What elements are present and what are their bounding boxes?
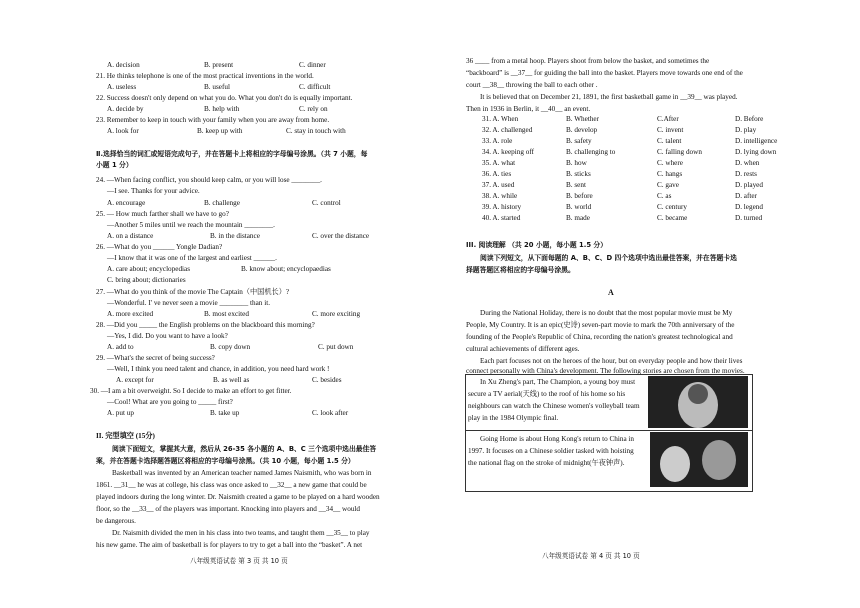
question-line: A. decide by: [107, 105, 144, 113]
cloze-passage-line: Basketball was invented by an American teacher named James Naismith, who was born in: [112, 469, 372, 477]
cloze-option-cell: D. when: [735, 159, 760, 167]
cloze-option-cell: D. play: [735, 126, 757, 134]
q25-option-c: C. over the distance: [312, 232, 370, 240]
cloze-section-title: II. 完型填空 (15分): [96, 432, 155, 440]
champion-photo: [648, 376, 748, 428]
question-line: 23. Remember to keep in touch with your family when you are away from home.: [96, 116, 330, 124]
story-champion-line: neighbours can watch the Chinese women's volleyball team: [468, 402, 640, 410]
story-going-home-line: 1997. It focuses on a Chinese soldier tasked with hoisting: [468, 447, 634, 455]
cloze-instructions-cont: 案，并在答题卡选择题答题区将相应的字母编号涂黑。（共 10 小题，每小题 1.5 分）: [96, 457, 355, 465]
section-ii-title: Ⅱ.选择恰当的词汇或短语完成句子，并在答题卡上将相应的字母编号涂黑。（共 7 小题，每: [96, 150, 368, 158]
q24-option-a: A. encourage: [107, 199, 146, 207]
cloze-option-cell: 37. A. used: [482, 181, 515, 189]
cloze-option-cell: B. world: [566, 203, 592, 211]
q26-option-b: B. know about; encyclopaedias: [241, 265, 331, 273]
question-line: A. decision: [107, 61, 140, 69]
question-line: B. help with: [204, 105, 240, 113]
story-champion-line: play in the 1984 Olympic final.: [468, 414, 559, 422]
cloze-option-cell: B. develop: [566, 126, 598, 134]
right-page: [430, 0, 860, 608]
question-24: 24. —When facing conflict, you should keep calm, or you will lose ________.: [96, 176, 322, 184]
question-line: B. present: [204, 61, 234, 69]
q26-option-a: A. care about; encyclopedias: [107, 265, 191, 273]
q29-option-b: B. as well as: [213, 376, 250, 384]
question-25-reply: —Another 5 miles until we reach the mountain ________.: [107, 221, 275, 229]
question-29: 29. —What's the secret of being success?: [96, 354, 215, 362]
q29-option-c: C. besides: [312, 376, 342, 384]
cloze-option-cell: B. made: [566, 214, 590, 222]
cloze-option-cell: C.After: [657, 115, 679, 123]
story-champion-line: In Xu Zheng's part, The Champion, a young boy must: [480, 378, 636, 386]
cloze-option-cell: 36. A. ties: [482, 170, 512, 178]
question-line: A. look for: [107, 127, 139, 135]
cloze-option-cell: 38. A. while: [482, 192, 518, 200]
cloze-option-cell: 40. A. started: [482, 214, 521, 222]
cloze-option-cell: C. where: [657, 159, 683, 167]
question-line: C. rely on: [299, 105, 328, 113]
q30-option-a: A. put up: [107, 409, 134, 417]
cloze-passage-line: be dangerous.: [96, 517, 136, 525]
section-ii-title-cont: 小题 1 分）: [96, 161, 133, 169]
cloze-option-cell: C. became: [657, 214, 688, 222]
question-28: 28. —Did you _____ the English problems on the blackboard this morning?: [96, 321, 315, 329]
cloze-passage-line: played indoors during the long winter. Dr. Naismith created a game to be played on a hard wooden: [96, 493, 380, 501]
q24-option-b: B. challenge: [204, 199, 240, 207]
cloze-option-cell: 39. A. history: [482, 203, 522, 211]
q27-option-c: C. more exciting: [312, 310, 361, 318]
story-going-home-line: Going Home is about Hong Kong's return to China in: [480, 435, 635, 443]
question-line: 22. Success doesn't only depend on what you do. What you don't do is equally important.: [96, 94, 353, 102]
cloze-option-cell: C. falling down: [657, 148, 702, 156]
cloze-option-cell: B. safety: [566, 137, 592, 145]
passage-line: founding of the People's Republic of China, recording the nation's greatest technological and: [466, 333, 733, 341]
q28-option-a: A. add to: [107, 343, 134, 351]
q27-option-a: A. more excited: [107, 310, 154, 318]
passage-line: People, My Country. It is an epic(史诗) seven-part movie to mark the 70th anniversary of the: [466, 321, 735, 329]
page-footer: 八年级英语试卷 第 4 页 共 10 页: [542, 552, 640, 560]
question-26-reply: —I know that it was one of the largest and earliest ______.: [107, 254, 277, 262]
cloze-option-cell: 33. A. role: [482, 137, 513, 145]
page-footer: 八年级英语试卷 第 3 页 共 10 页: [190, 557, 288, 565]
cloze-passage-line: 36 ____ from a metal hoop. Players shoot from below the basket, and sometimes the: [466, 57, 710, 65]
question-30: 30. —I am a bit overweight. So I decide to make an effort to get fitter.: [90, 387, 292, 395]
cloze-option-cell: D. intelligence: [735, 137, 778, 145]
cloze-option-cell: D. lying down: [735, 148, 777, 156]
q30-option-b: B. take up: [210, 409, 240, 417]
stories-divider: [466, 430, 752, 431]
question-line: A. useless: [107, 83, 137, 91]
cloze-option-cell: B. how: [566, 159, 587, 167]
cloze-option-cell: B. sticks: [566, 170, 591, 178]
cloze-option-cell: D. Before: [735, 115, 764, 123]
story-champion-line: secure a TV aerial(天线) to the roof of his home so his: [468, 390, 626, 398]
reading-instructions-cont: 择题答题区将相应的字母编号涂黑。: [466, 266, 575, 274]
question-27-reply: —Wonderful. I' ve never seen a movie ________ than it.: [107, 299, 270, 307]
reading-section-title: III. 阅读理解 （共 20 小题，每小题 1.5 分）: [466, 241, 608, 249]
q29-option-a: A. except for: [116, 376, 154, 384]
cloze-passage-line: floor, so the __33__ of the players was important. Knocking into players and __34__ would: [96, 505, 361, 513]
cloze-option-cell: D. turned: [735, 214, 763, 222]
question-29-reply: —Well, I think you need talent and chance, in addition, you need hard work !: [107, 365, 330, 373]
cloze-option-cell: D. rests: [735, 170, 757, 178]
question-line: 21. He thinks telephone is one of the most practical inventions in the world.: [96, 72, 314, 80]
cloze-option-cell: C. invent: [657, 126, 684, 134]
question-25: 25. — How much farther shall we have to go?: [96, 210, 229, 218]
question-24-reply: —I see. Thanks for your advice.: [107, 187, 200, 195]
cloze-passage-line: his new game. The aim of basketball is for players to try to get a ball into the “basket”. A net: [96, 541, 363, 549]
story-going-home-line: the national flag on the stroke of midnight(午夜钟声).: [468, 459, 625, 467]
cloze-option-cell: C. as: [657, 192, 672, 200]
passage-line: Each part focuses not on the heroes of the hour, but on everyday people and how their lives: [480, 357, 743, 365]
question-26: 26. —What do you ______ Yongle Dadian?: [96, 243, 223, 251]
going-home-photo: [650, 432, 748, 487]
question-line: B. useful: [204, 83, 230, 91]
q30-option-c: C. look after: [312, 409, 349, 417]
passage-line: During the National Holiday, there is no doubt that the most popular movie must be My: [480, 309, 733, 317]
cloze-instructions: 阅读下面短文，掌握其大意，然后从 26-35 各小题的 A、B、C 三个选项中选出最佳答: [112, 445, 377, 453]
question-line: C. difficult: [299, 83, 331, 91]
q28-option-c: C. put down: [318, 343, 354, 351]
cloze-option-cell: D. played: [735, 181, 763, 189]
cloze-passage-line: Dr. Naismith divided the men in his class into two teams, and taught them __35__ to play: [112, 529, 370, 537]
question-28-reply: —Yes, I did. Do you want to have a look?: [107, 332, 228, 340]
question-line: B. keep up with: [197, 127, 243, 135]
passage-line: cultural achievements of different ages.: [466, 345, 580, 353]
passage-a-heading: A: [608, 288, 614, 297]
cloze-option-cell: C. century: [657, 203, 687, 211]
cloze-option-cell: 32. A. challenged: [482, 126, 533, 134]
reading-instructions: 阅读下列短文，从下面每题的 A、B、C、D 四个选项中选出最佳答案，并在答题卡选: [480, 254, 737, 262]
question-30-reply: —Cool! What are you going to _____ first?: [107, 398, 233, 406]
cloze-option-cell: 34. A. keeping off: [482, 148, 534, 156]
cloze-option-cell: 31. A. When: [482, 115, 519, 123]
q24-option-c: C. control: [312, 199, 341, 207]
cloze-option-cell: D. after: [735, 192, 757, 200]
cloze-options-table: [482, 114, 782, 229]
cloze-option-cell: C. gave: [657, 181, 679, 189]
q25-option-b: B. in the distance: [210, 232, 260, 240]
cloze-passage-line: It is believed that on December 21, 1891, the first basketball game in __39__ was played.: [480, 93, 738, 101]
question-line: C. stay in touch with: [286, 127, 346, 135]
cloze-option-cell: C. talent: [657, 137, 682, 145]
cloze-passage-line: court __38__ throwing the ball to each other .: [466, 81, 598, 89]
question-line: C. dinner: [299, 61, 326, 69]
cloze-option-cell: B. challenging to: [566, 148, 616, 156]
cloze-option-cell: B. Whether: [566, 115, 599, 123]
q26-option-c: C. bring about; dictionaries: [107, 276, 186, 284]
passage-line: connect personally with China's development. The following stories are chosen from the movies.: [466, 367, 745, 375]
cloze-option-cell: D. legend: [735, 203, 763, 211]
cloze-option-cell: B. sent: [566, 181, 586, 189]
q25-option-a: A. on a distance: [107, 232, 154, 240]
cloze-passage-line: 1861. __31__ he was at college, his class was once asked to __32__ a new game that could be: [96, 481, 367, 489]
cloze-option-cell: C. hangs: [657, 170, 683, 178]
cloze-option-cell: 35. A. what: [482, 159, 516, 167]
cloze-option-cell: B. before: [566, 192, 593, 200]
question-27: 27. —What do you think of the movie The Captain（中国机长）?: [96, 288, 290, 296]
cloze-passage-line: “backboard” is __37__ for guiding the ball into the basket. Players move towards one end of the: [466, 69, 743, 77]
q28-option-b: B. copy down: [210, 343, 251, 351]
cloze-passage-line: Then in 1936 in Berlin, it __40__ an event.: [466, 105, 591, 113]
q27-option-b: B. most excited: [204, 310, 249, 318]
